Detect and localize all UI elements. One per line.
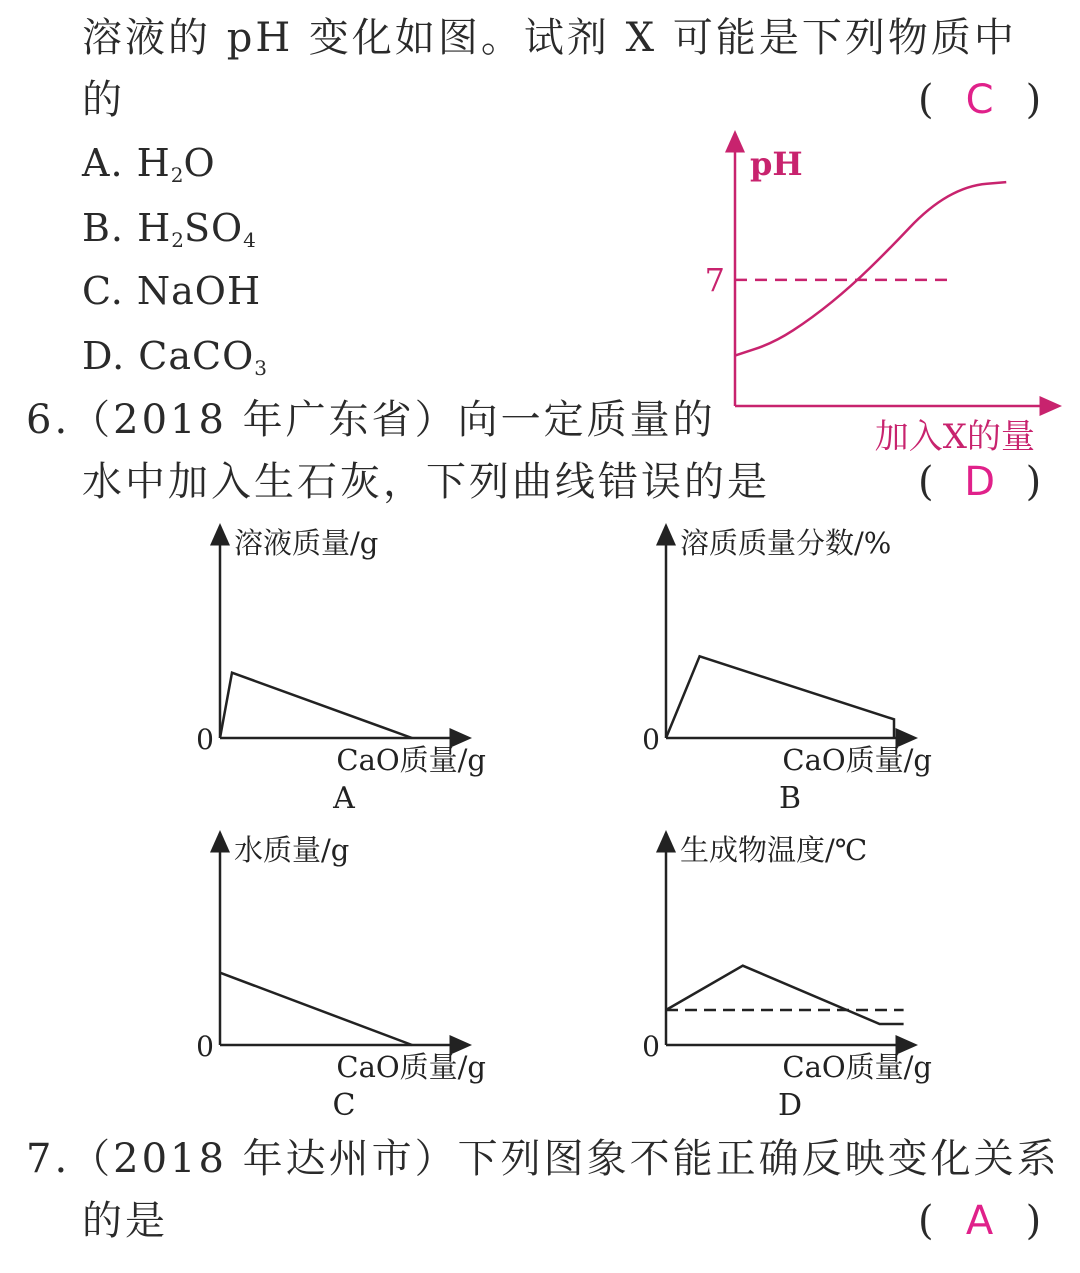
graph-c (196, 833, 486, 1123)
data-line (220, 673, 412, 738)
q7-text-line2: 的是 (82, 1198, 168, 1244)
ph-curve (735, 182, 1006, 355)
graph-caption: D (777, 1088, 803, 1123)
data-line (666, 656, 894, 738)
q5-option-c (82, 268, 261, 314)
graph-caption: C (332, 1088, 356, 1123)
y-axis-label: 溶质质量分数/% (680, 526, 892, 560)
ph-y-label: pH (750, 145, 803, 183)
formula-subscript: 3 (254, 356, 267, 380)
x-axis-label: CaO质量/g (782, 743, 932, 777)
x-axis-label: CaO质量/g (782, 1050, 932, 1084)
formula-subscript: 2 (170, 163, 184, 187)
graph-d (642, 833, 932, 1123)
data-line (666, 966, 904, 1024)
y-axis-label: 水质量/g (234, 833, 350, 867)
q5-option-d (82, 333, 267, 391)
ph-x-label: 加入X的量 (874, 417, 1035, 457)
y-axis-label: 溶液质量/g (234, 526, 379, 560)
option-label: B. (82, 206, 138, 250)
data-line (220, 973, 412, 1045)
q5-answer-bracket: ( C ) (918, 77, 1042, 123)
q6-answer-bracket: ( D ) (918, 459, 1042, 505)
origin-label: 0 (196, 1030, 214, 1063)
q5-option-b (82, 205, 256, 263)
formula-text: O (183, 141, 216, 185)
formula-text: NaOH (136, 269, 262, 313)
graph-caption: A (333, 781, 355, 816)
q6-text-line2: 水中加入生石灰，下列曲线错误的是 (82, 459, 770, 505)
q7-answer-bracket: ( A ) (918, 1198, 1042, 1244)
q5-answer: C (965, 77, 994, 123)
graph-a (196, 526, 486, 816)
formula-text: CaCO (138, 334, 255, 378)
q6-graphs (0, 510, 1080, 1130)
q6-text-line1: 6.（2018 年广东省）向一定质量的 (26, 397, 716, 443)
y-axis-label: 生成物温度/℃ (680, 833, 868, 867)
q6-answer: D (964, 459, 996, 505)
ph-chart (690, 130, 1070, 460)
graph-caption: B (778, 781, 802, 816)
x-axis-label: CaO质量/g (336, 1050, 486, 1084)
ph-tick-7: 7 (704, 260, 725, 299)
x-axis-label: CaO质量/g (336, 743, 486, 777)
formula-subscript: 2 (171, 228, 184, 252)
q5-text-line1: 溶液的 pH 变化如图。试剂 X 可能是下列物质中 (82, 15, 1017, 61)
formula-text: SO (183, 206, 244, 250)
option-label: D. (82, 334, 139, 378)
graph-b (642, 526, 932, 816)
origin-label: 0 (642, 723, 660, 756)
q5-text-line2: 的 (82, 77, 125, 123)
formula-subscript: 4 (243, 228, 256, 252)
q7-answer: A (965, 1198, 994, 1244)
formula-text: H (137, 206, 172, 250)
option-label: A. (82, 141, 137, 185)
q5-option-a (82, 140, 216, 198)
origin-label: 0 (642, 1030, 660, 1063)
origin-label: 0 (196, 723, 214, 756)
q7-text-line1: 7.（2018 年达州市）下列图象不能正确反映变化关系 (26, 1136, 1060, 1182)
formula-text: H (136, 141, 171, 185)
option-label: C. (82, 269, 137, 313)
